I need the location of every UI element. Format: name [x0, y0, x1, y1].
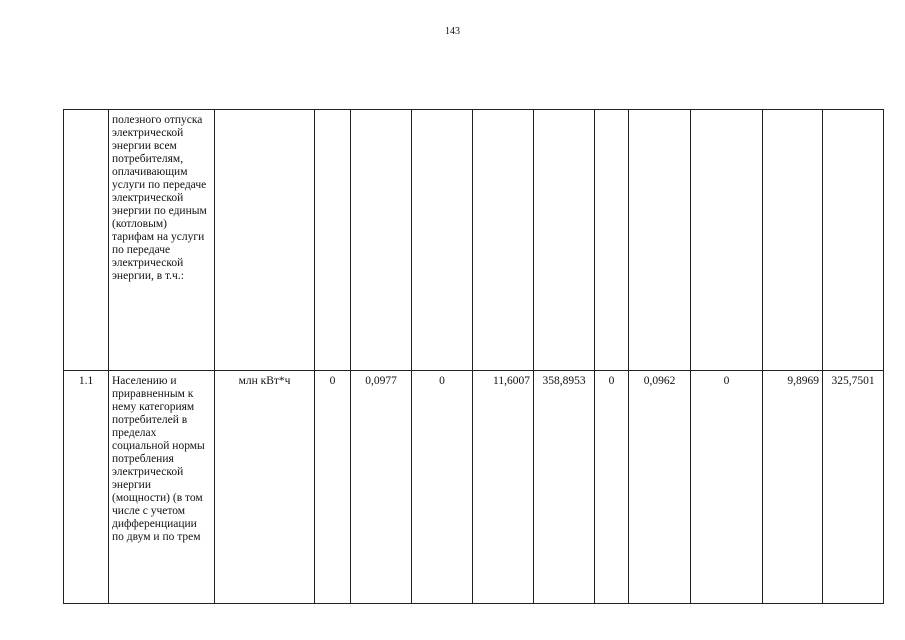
value-cell: 11,6007 — [473, 371, 534, 604]
row-index — [64, 110, 109, 371]
table-row — [64, 371, 884, 604]
row-unit — [215, 110, 315, 371]
value-cell — [763, 110, 823, 371]
value-cell: 9,8969 — [763, 371, 823, 604]
value-cell — [595, 110, 629, 371]
value-cell: 0 — [412, 371, 473, 604]
value-cell: 325,7501 — [823, 371, 884, 604]
row-name: полезного отпуска электрической энергии всем потребителям, оплачивающим услуги по передаче электрической энергии по единым (котловым) тарифам на услуги по передаче электрической энергии, в т.ч.: — [109, 110, 215, 371]
value-cell: 0 — [691, 371, 763, 604]
value-cell — [691, 110, 763, 371]
value-cell: 0 — [595, 371, 629, 604]
row-index: 1.1 — [64, 371, 109, 604]
value-cell — [823, 110, 884, 371]
value-cell — [351, 110, 412, 371]
value-cell: 0,0977 — [351, 371, 412, 604]
value-cell — [629, 110, 691, 371]
value-cell — [473, 110, 534, 371]
table-row — [64, 110, 884, 371]
value-cell: 358,8953 — [534, 371, 595, 604]
value-cell: 0 — [315, 371, 351, 604]
value-cell — [534, 110, 595, 371]
value-cell — [412, 110, 473, 371]
row-unit: млн кВт*ч — [215, 371, 315, 604]
value-cell — [315, 110, 351, 371]
row-name: Населению и приравненным к нему категориям потребителей в пределах социальной нормы потребления электрической энергии (мощности) (в том числе с учетом дифференциации по двум и по трем — [109, 371, 215, 604]
tariff-table — [63, 109, 884, 604]
value-cell: 0,0962 — [629, 371, 691, 604]
page-number: 143 — [445, 26, 460, 37]
